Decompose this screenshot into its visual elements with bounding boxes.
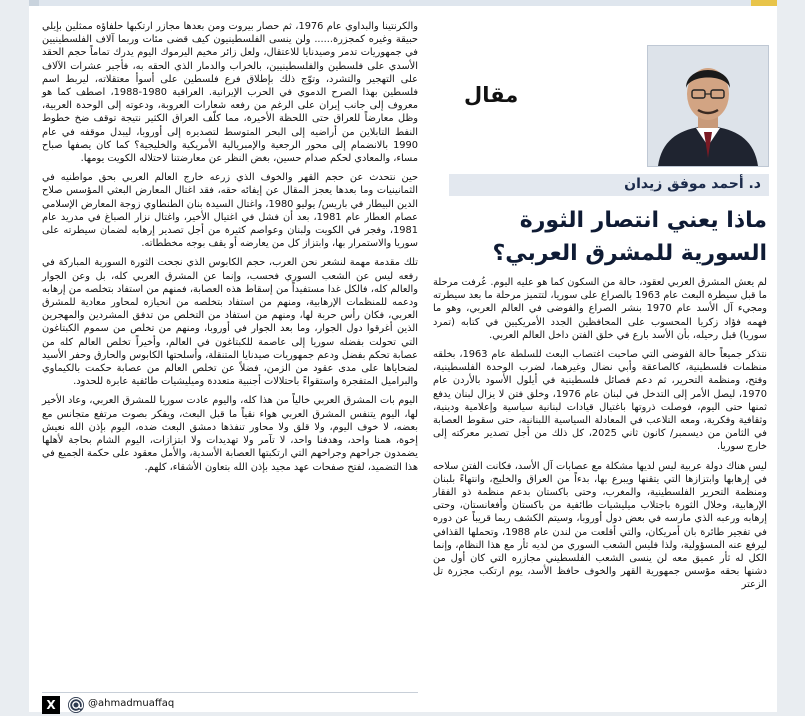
left-column — [42, 20, 418, 710]
social-footer — [42, 694, 418, 716]
right-paragraph-3: ليس هناك دولة عربية ليس لديها مشكلة مع عصابات آل الأسد، فكانت الفتن سلاحه في إرهابها وابتزازها التي يتقنها ويبرع بها، بدءاً من العراق والخليج، وانتهاءً بلبنان ومنظمة التحرير الفلسطينية، والمغرب، وحتى باكستان بدعم منظمة ذو الفقار الإرهابية، وخلال الثورة باجتلاب ميليشيات طائفية من باكستان وأفغانستان، وحتى إرهابه ورعبه الذي مارسه في بعض دول أوروبا، وسيتم الكشف ربما قريباً عن دوره في تفجير طائرة بان أمريكان، والتي أقلعت من لندن عام 1988، وتحملها القذافي ليرفع عنه المسؤولية، ولذا فليس الشعب السوري من لديه ثأر مع هذا النظام، وإنما الكل له ثأر عميق معه لن ينسى الشعب الفلسطيني مجازره التي كان أول من دشنها بحقه مؤسس جمهورية القهر والخوف حافظ الأسد، يوم ارتكب مجزرة تل الزعتر — [433, 460, 767, 591]
at-sign-icon — [67, 696, 85, 714]
left-paragraph-1: والكرنتينا والبداوي عام 1976، ثم حصار بيروت ومن بعدها مجازر ارتكبها حلفاؤه ممثلين بإيلي حبيقة وغيره كمجزرة...... ولن ينسى الفلسطينيون كيف قضى مئات وربما آلاف الفلسطينيين في جمهوريات تدمر وصيدنايا للاعتقال، ولعل زائر مخيم اليرموك اليوم يدرك تماماً حجم الحقد الأسدي على فلسطين والفلسطينيين، بالخراب والدمار الذي الحقه به، فأجبر عشرات الآلاف على التهجير والتشرد، وتوّج ذلك بإطلاق فرع فلسطين على أسوأ معتقلاته، ليربط اسم فلسطين بهذا الصرح الدموي في الحرب الإيرانية. العراقية 1980-1988، اصطف كما هو معروف إلى جانب إيران على الرغم من رفعه شعارات العروبة، ودعوته إلى الوحدة العربية، وظل معارضاً للعراق حتى اللحظة الأخيرة، مما كلّف العراق الكثير نتيجة توقف ضخ خطوط النفط التابلاين من أراضيه إلى البحر المتوسط لتصديره إلى أوروبا، ليبدل موقفه في عام 1990 بالانضمام إلى محور الرجعية والإمبريالية الأمريكية والخليجية؟ كما كان يصفها صباح مساء، والمعادي لحكم صدام حسين، بغض النظر عن معارضتنا لاحتلاله الكويت يومها. — [42, 21, 418, 165]
top-border-accent — [751, 0, 777, 6]
social-divider — [42, 692, 418, 693]
right-paragraph-2: نتذكر جميعاً حالة الفوضى التي صاحبت اغتصاب البعث للسلطة عام 1963، بخلقه منظمات فلسطينية، كالصاعقة وأبي نضال وغيرهما، لضرب الوحدة الفلسطينية، وفتح، ومنظمة التحرير، ثم دعم فصائل فلسطينية في أيلول الأسود بالأردن عام 1970، ليصل الأمر إلى التدخل في لبنان عام 1976، وخلق فتن لا يزال لبنان يدفع ثمنها حتى اليوم، فوصلت ذروتها باغتيال قيادات لبنانية سياسية وإعلامية ودينية، وثقافية وفكرية، ومعه التلاعب في المعادلة السياسية اللبنانية، حتى سقوط العصابة في الثامن من ديسمبر/ كانون ثاني 2025، كل ذلك من أجل تصدير معركته إلى خارج سوريا. — [433, 349, 767, 453]
left-paragraph-4: اليوم بات المشرق العربي خالياً من هذا كله، واليوم عادت سوريا للمشرق العربي، وعاد الأخير لها، اليوم يتنفس المشرق العربي هواء نقياً ما قبل البعث، ويفكر بصوت مرتفع متجانس مع بعضه، لا خوف اليوم، ولا قلق ولا محاور تنفذها دمشق البعث ضده، اليوم بإذن الله نعيش إخوة، همنا واحد، وهدفنا واحد، لا تآمر ولا تهديدات ولا ابتزازات، اليوم الشام بحاجة لأهلها يضمدون جراحهم وجراحهم التي ارتكبتها العصابة الأسدية، والأمل معقود على حكمة الجميع في هذا التضميد، لفتح صفحات عهد مجيد بإذن الله بتعاون الأشقاء، كلهم. — [42, 395, 418, 473]
top-border — [29, 0, 777, 6]
author-photo — [647, 45, 769, 167]
author-handle[interactable]: @ahmadmuaffaq — [88, 698, 175, 709]
byline-band — [449, 174, 769, 196]
top-border-left-block — [29, 0, 39, 6]
author-portrait-icon — [648, 46, 768, 166]
left-paragraph-3: تلك مقدمة مهمة لنشعر نحن العرب، حجم الكابوس الذي نجحت الثورة السورية المباركة في رفعه ليس عن الشعب السوري فحسب، وإنما عن المشرق العربي كله، بل وعن الجوار والعالم كله، فالكل غدا مستفيداً من إسقاط هذه العصابة، فمنهم من استفاد بتخلصه من إرهابه ودعمه للمنظمات الإرهابية، ومنهم من استفاد بتخلصه من انحيازه لمحاور معادية للمشرق العربي، فكان رأس حربة لها، ومنهم من استفاد من التخلص من تدفق المشردين والمهجرين الذين أغرقوا دول الجوار، وما بعد الجوار في أوروبا، ومنهم من تخلص من سموم الكبتاغون التي تحولت بفضله سوريا إلى عاصمة للكبتاغون في العالم، وأخيراً تخلص العالم كله من عصابة تحكم بفضل ودعم جمهوريات صيدنايا المتنقلة، وأسلحتها الكابوس والحارق وحفر الأسيد لضحاياها على مدى عقود من الزمن، فضلاً عن تخلص العالم من عصابة حكمت بالكيماوي والبراميل المتفجرة واستقواءً باحتلالات أجنبية متعددة وميليشيات طائفية عابرة للحدود. — [42, 257, 418, 388]
right-body — [433, 276, 767, 592]
right-column — [429, 30, 769, 710]
newspaper-page — [29, 0, 777, 712]
left-paragraph-2: حين نتحدث عن حجم القهر والخوف الذي زرعه خارج العالم العربي بحق مواطنيه في الثمانينيات وما بعدها يعجز المقال عن إيفائه حقه، فقد اغتال المعارض البعثي المؤسس صلاح الدين البيطار في باريس/ يوليو 1980، واغتال السيدة بنان الطنطاوي زوجة المعارض الإسلامي عصام العطار عام 1981، بعد أن فشل في اغتيال الأخير، واغتال نزار الصباغ في مدريد عام 1981، وفجر في الكويت ولبنان وعواصم كثيرة من أجل تصدير إرهابه لضمان سيطرته على سوريا والاستمرار بها، وابتزاز كل من يعارضه أو يقف بوجه مخططاته. — [42, 172, 419, 250]
author-name: د. أحمد موفق زيدان — [624, 176, 761, 192]
right-paragraph-1: لم يعش المشرق العربي لعقود، حالة من السكون كما هو عليه اليوم. عُرفت مرحلة ما قبل سيطرة البعث عام 1963 بالصراع على سوريا، لتتميز مرحلة ما بعد سيطرته ومجيء آل الأسد عام 1970 بنشر الصراع والفوضى في العالم العربي، وهو ما فهمه فؤاد زكريا المحسوب على المحافظين الجدد الأمريكيين في كتابه (تمرد سوريا) قبل رحيله، بأن الأسد بارع في خلق الفتن داخل العالم العربي. — [433, 277, 768, 341]
x-logo-icon[interactable]: X — [42, 696, 60, 714]
article-headline: ماذا يعني انتصار الثورة السورية للمشرق العربي؟ — [492, 208, 767, 266]
section-label: مقال — [464, 83, 519, 107]
